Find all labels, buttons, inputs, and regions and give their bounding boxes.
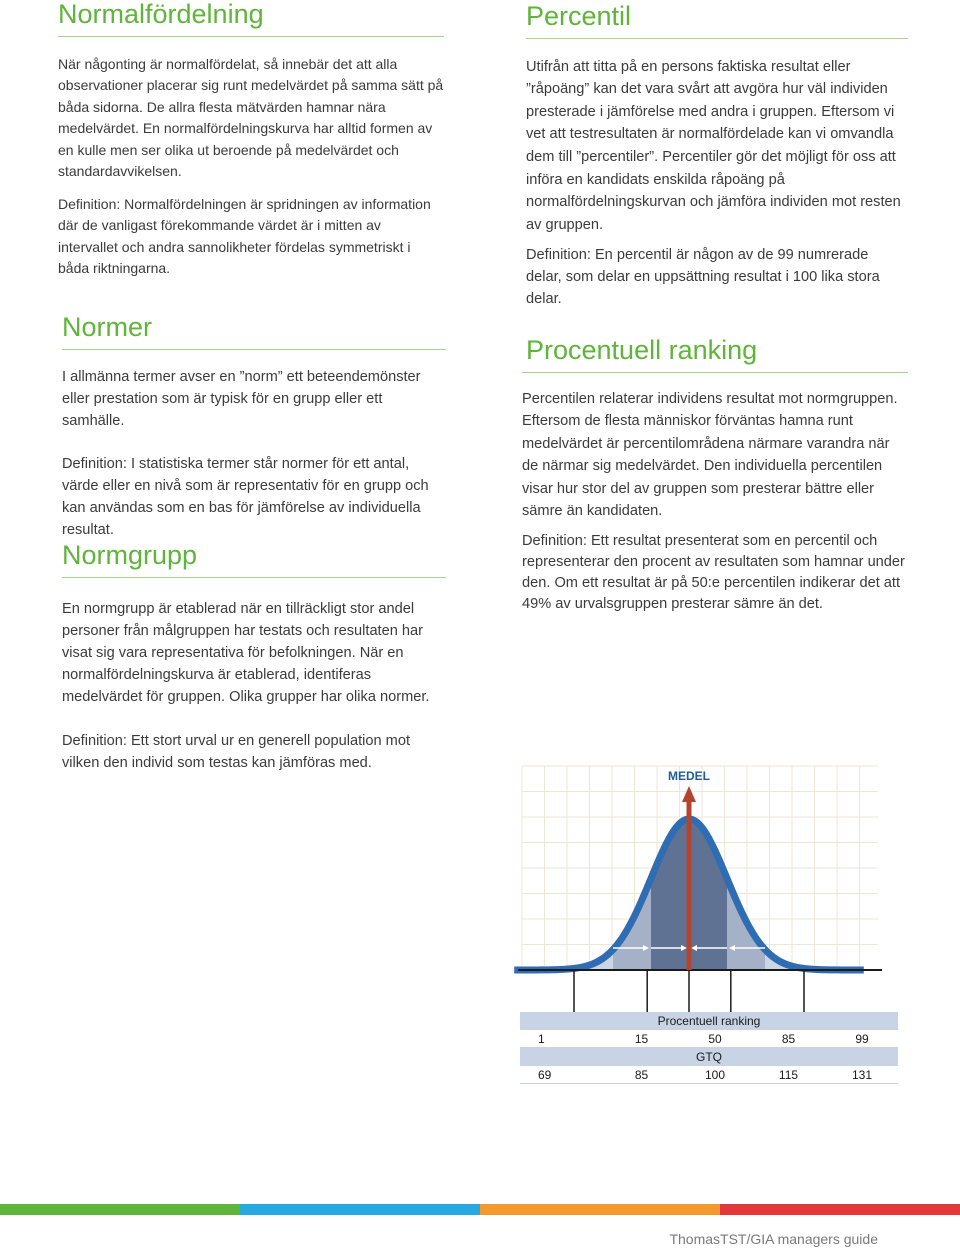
table-header-gtq — [520, 1048, 898, 1066]
footer-color-bar — [0, 1204, 960, 1215]
percentile-value: 15 — [634, 1031, 649, 1046]
percentile-value: 85 — [781, 1031, 796, 1046]
section-normer — [62, 313, 446, 541]
heading-normer: Normer — [62, 313, 446, 350]
percentil-definition: Definition: En percentil är någon av de 99 numrerade delar, som delar en uppsättning resultat i 100 lika stora delar. — [526, 247, 880, 308]
percentile-label: Procentuell ranking — [657, 1014, 761, 1028]
procentuell-definition: Definition: Ett resultat presenterat som en percentil och representerar den procent av resultaten som hamnar under den. Om ett resultat är på 50:e percentilen indikerar det att 49% av urvalsgruppen presterar sämre än det. — [522, 532, 905, 612]
table-header-percentile — [520, 1012, 898, 1030]
table-row-percentiles — [520, 1030, 898, 1048]
section-percentil — [526, 2, 908, 310]
medel-label: MEDEL — [668, 769, 710, 783]
percentile-value: 99 — [855, 1031, 869, 1046]
heading-percentil: Percentil — [526, 2, 908, 39]
footer-color-segment — [0, 1204, 240, 1215]
gtq-value: 69 — [538, 1067, 552, 1082]
table-row-gtq — [520, 1066, 898, 1084]
percentil-text: Utifrån att titta på en persons faktiska resultat eller ”råpoäng” kan det vara svårt att avgöra hur väl individen presterade i jämförelse med andra i gruppen. Eftersom vi vet att testresultaten är normalfördelade kan vi omvandla dem till ”percentiler”. Percentiler gör det möjligt för oss att införa en kandidats enskilda råpoäng på normalfördelningskurvan och jämföra individen mot resten av gruppen. — [526, 58, 901, 233]
section-procentuell-ranking — [522, 336, 908, 615]
footer-color-segment — [240, 1204, 480, 1215]
normgrupp-text: En normgrupp är etablerad när en tillräckligt stor andel personer från målgruppen har testats och resultaten har visat sig vara representativa för befolkningen. När en normalfördelningskurva är etablerad, identiferas medelvärdet för gruppen. Olika grupper har olika normer. — [62, 600, 430, 705]
section-normalfordelning — [58, 0, 444, 280]
footer-color-segment — [720, 1204, 960, 1215]
heading-procentuell-ranking: Procentuell ranking — [522, 336, 908, 373]
gtq-label: GTQ — [696, 1050, 722, 1064]
percentile-value: 1 — [538, 1031, 545, 1046]
gtq-value: 131 — [851, 1067, 873, 1082]
gtq-value: 100 — [704, 1067, 726, 1082]
footer-text: ThomasTST/GIA managers guide — [669, 1231, 878, 1247]
normer-text: I allmänna termer avser en ”norm” ett beteendemönster eller prestation som är typisk för en grupp eller ett samhälle. — [62, 368, 421, 429]
normer-definition: Definition: I statistiska termer står normer för ett antal, värde eller en nivå som är representativ för en grupp och kan användas som en bas för jämförelse av individuella resultat. — [62, 455, 429, 538]
percentile-value: 50 — [708, 1031, 722, 1046]
footer-color-segment — [480, 1204, 720, 1215]
procentuell-text: Percentilen relaterar individens resultat mot normgruppen. Eftersom de flesta människor förväntas hamna runt medelvärdet är percentilområdena närmare varandra när de närmar sig medelvärdet. Den individuella percentilen visar hur stor del av gruppen som presterar bättre eller sämre än kandidaten. — [522, 390, 898, 520]
section-normgrupp — [62, 541, 446, 774]
chart-tick-lines — [574, 970, 804, 1016]
heading-normgrupp: Normgrupp — [62, 541, 446, 578]
normalfordelning-definition: Definition: Normalfördelningen är spridningen av information där de vanligast förekommande värdet är i mitten av intervallet och andra sannolikheter fördelas symmetriskt i båda riktningarna. — [58, 195, 431, 277]
gtq-value: 85 — [634, 1067, 649, 1082]
table-row-blank — [520, 1084, 898, 1102]
normgrupp-definition: Definition: Ett stort urval ur en generell population mot vilken den individ som testas kan jämföras med. — [62, 732, 411, 771]
normalfordelning-text: När någonting är normalfördelat, så innebär det att alla observationer placerar sig runt medelvärdet på samma sätt på båda sidorna. De allra flesta mätvärden hamnar nära medelvärdet. En normalfördelningskurva har alltid formen av en kulle men ser olika ut beroende på medelvärdet och standardavvikelsen. — [58, 55, 444, 180]
heading-normalfordelning: Normalfördelning — [58, 0, 444, 37]
ranking-table — [520, 1012, 898, 1102]
mean-arrow-head — [682, 786, 696, 802]
gtq-value: 115 — [778, 1067, 799, 1082]
